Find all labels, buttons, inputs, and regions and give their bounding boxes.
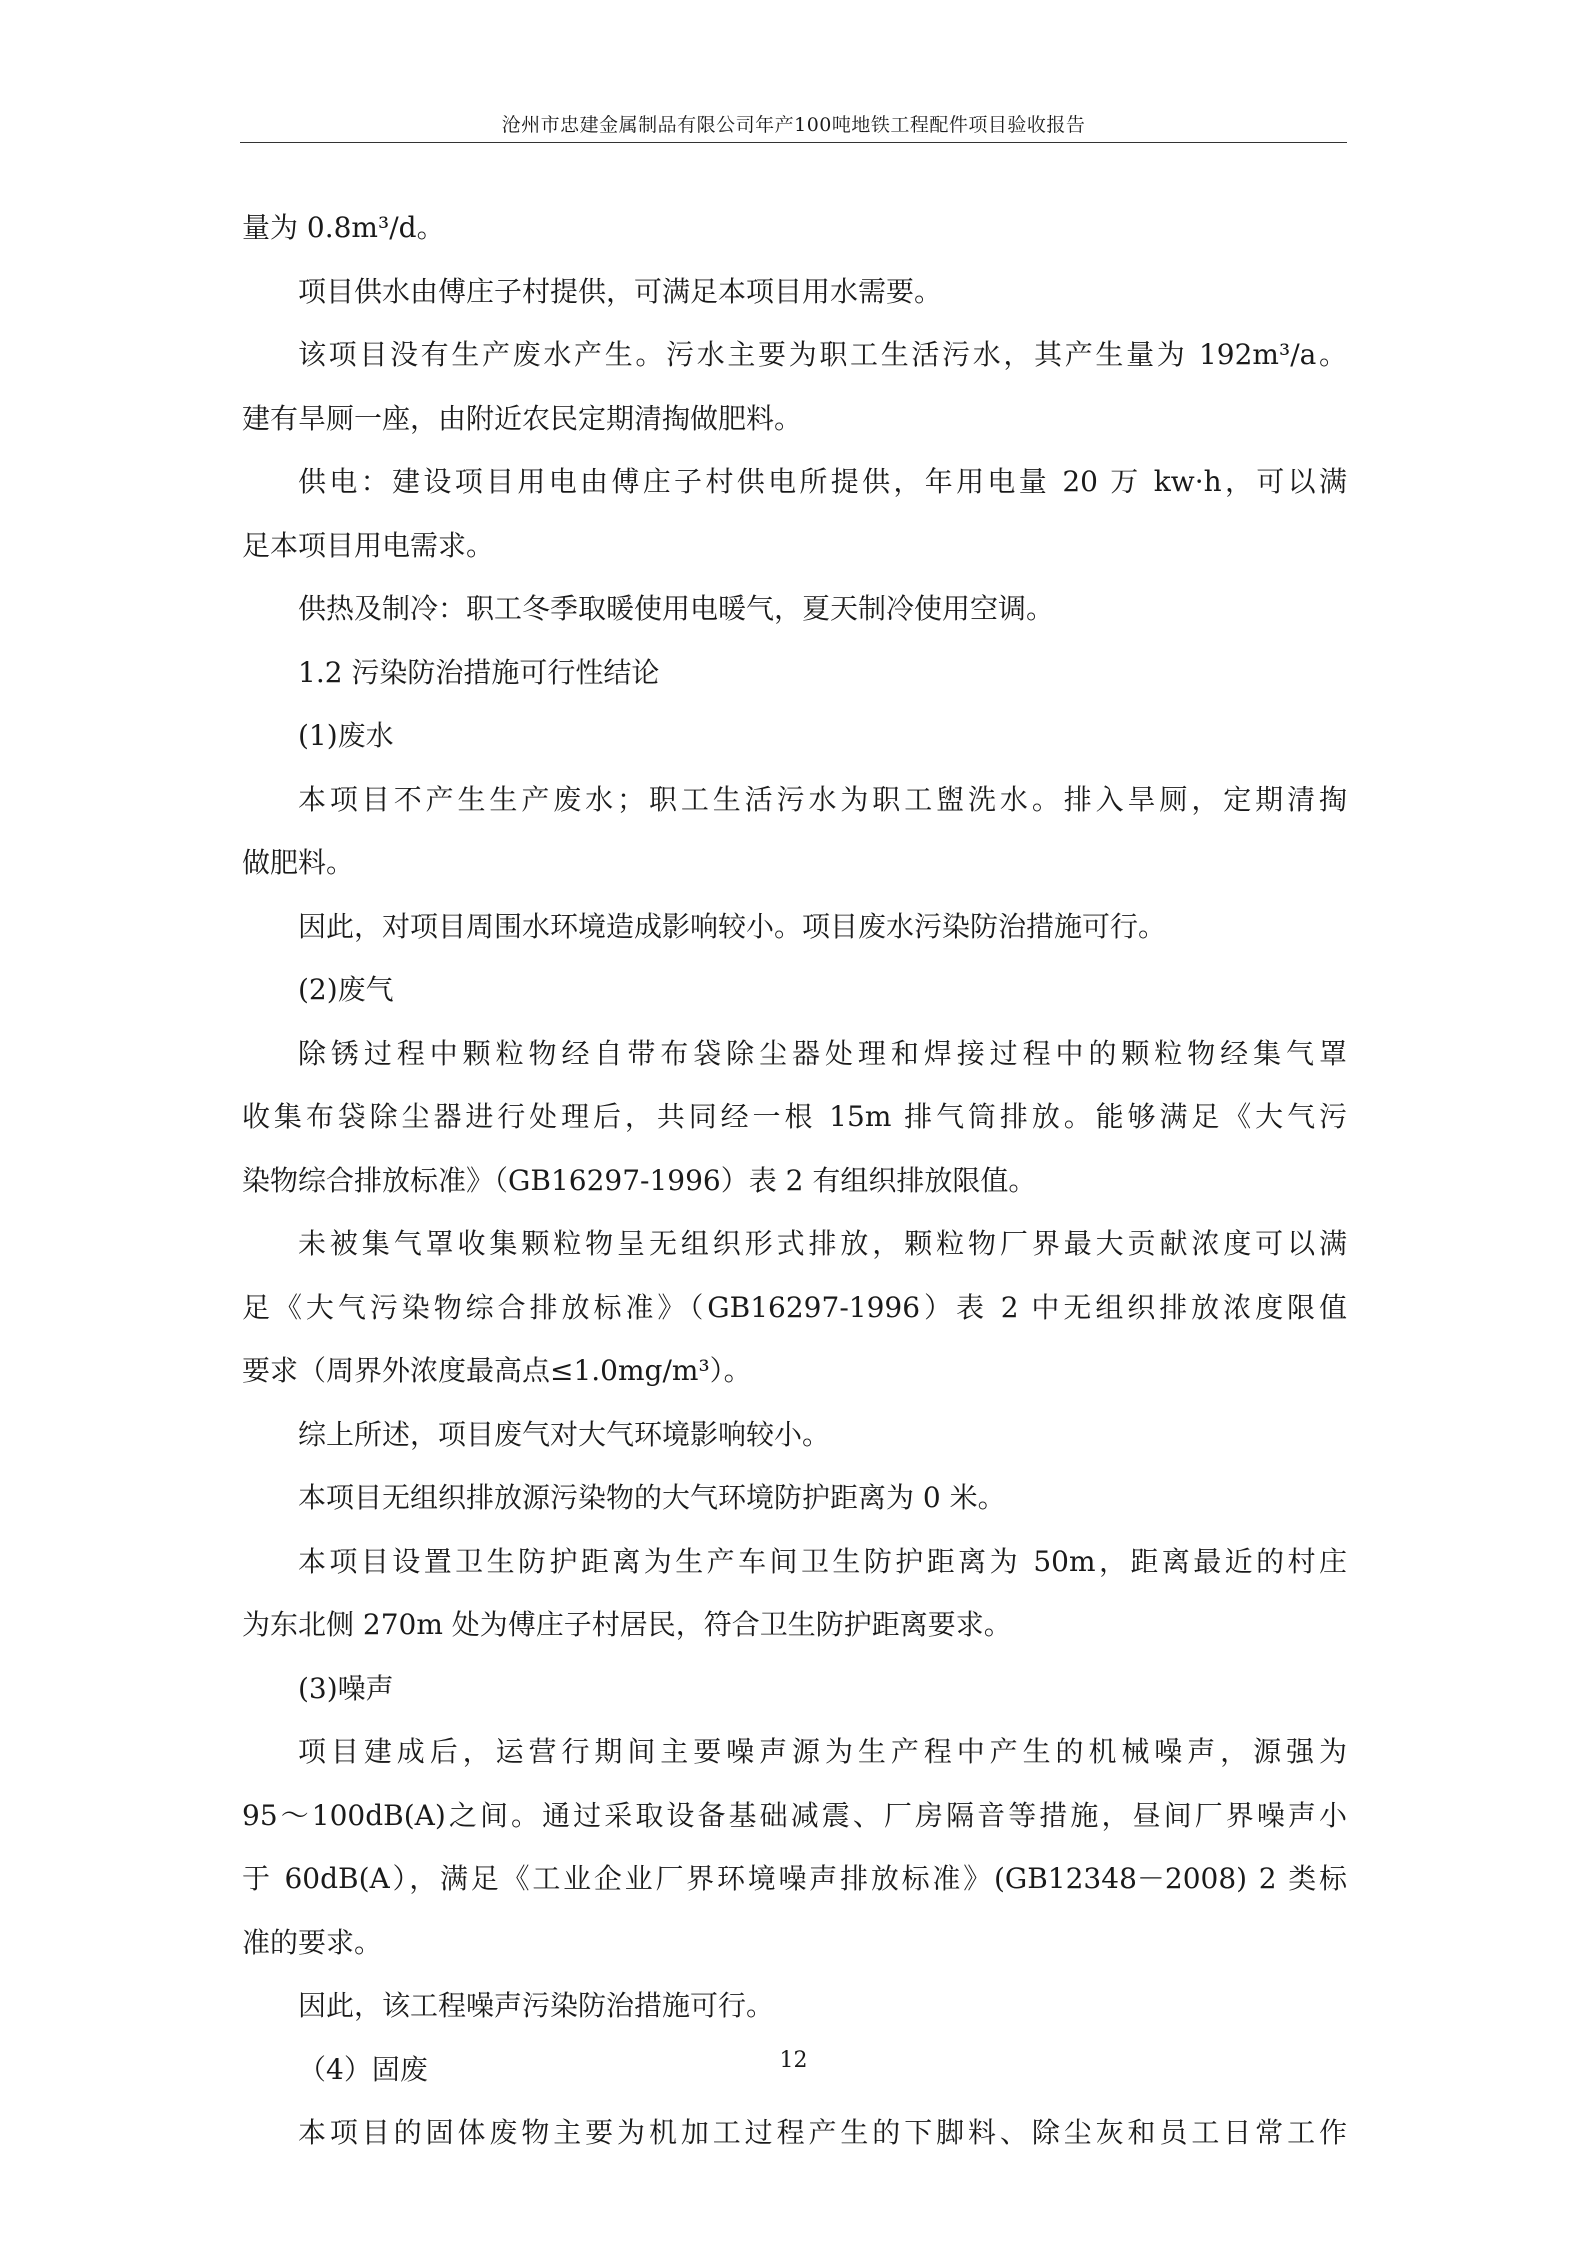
text-line: (3)噪声 xyxy=(298,1671,394,1705)
text-line: 该项目没有生产废水产生。污水主要为职工生活污水，其产生量为 192m³/a。 xyxy=(298,338,1347,371)
text-line: 要求（周界外浓度最高点≤1.0mg/m³）。 xyxy=(242,1354,752,1387)
text-line: 准的要求。 xyxy=(242,1925,383,1959)
text-line: (2)废气 xyxy=(298,973,394,1006)
text-line: 未被集气罩收集颗粒物呈无组织形式排放，颗粒物厂界最大贡献浓度可以满 xyxy=(298,1227,1347,1260)
text-line: 足本项目用电需求。 xyxy=(242,528,495,562)
text-line: (1)废水 xyxy=(298,719,394,752)
text-line: 供热及制冷：职工冬季取暖使用电暖气，夏天制冷使用空调。 xyxy=(298,592,1055,625)
text-line: 为东北侧 270m 处为傅庄子村居民，符合卫生防护距离要求。 xyxy=(242,1608,1012,1641)
text-line: 足《大气污染物综合排放标准》（GB16297-1996）表 2 中无组织排放浓度限值 xyxy=(242,1290,1347,1324)
text-line: 供电：建设项目用电由傅庄子村供电所提供，年用电量 20 万 kw·h，可以满 xyxy=(298,465,1347,498)
text-line: 染物综合排放标准》（GB16297-1996）表 2 有组织排放限值。 xyxy=(242,1163,1037,1197)
header-divider xyxy=(240,142,1347,143)
text-line: （4）固废 xyxy=(298,2052,428,2086)
text-line: 于 60dB(A），满足《工业企业厂界环境噪声排放标准》(GB12348－2008) 2 类标 xyxy=(242,1862,1347,1895)
text-line: 除锈过程中颗粒物经自带布袋除尘器处理和焊接过程中的颗粒物经集气罩 xyxy=(298,1036,1347,1070)
text-line: 1.2 污染防治措施可行性结论 xyxy=(298,655,660,689)
text-line: 综上所述，项目废气对大气环境影响较小。 xyxy=(298,1417,831,1451)
text-line: 本项目的固体废物主要为机加工过程产生的下脚料、除尘灰和员工日常工作 xyxy=(298,2116,1347,2149)
text-line: 项目建成后，运营行期间主要噪声源为生产程中产生的机械噪声，源强为 xyxy=(298,1735,1347,1768)
text-line: 量为 0.8m³/d。 xyxy=(242,211,445,244)
text-line: 本项目不产生生产废水；职工生活污水为职工盥洗水。排入旱厕，定期清掏 xyxy=(298,782,1347,816)
text-line: 因此，该工程噪声污染防治措施可行。 xyxy=(298,1989,775,2022)
text-line: 因此，对项目周围水环境造成影响较小。项目废水污染防治措施可行。 xyxy=(298,909,1167,943)
text-line: 建有旱厕一座，由附近农民定期清掏做肥料。 xyxy=(242,401,803,435)
text-line: 95～100dB(A)之间。通过采取设备基础减震、厂房隔音等措施，昼间厂界噪声小 xyxy=(242,1798,1347,1832)
page-header-title: 沧州市忠建金属制品有限公司年产100吨地铁工程配件项目验收报告 xyxy=(501,114,1086,136)
text-line: 收集布袋除尘器进行处理后，共同经一根 15m 排气筒排放。能够满足《大气污 xyxy=(242,1100,1347,1133)
text-line: 本项目设置卫生防护距离为生产车间卫生防护距离为 50m，距离最近的村庄 xyxy=(298,1544,1347,1578)
text-line: 做肥料。 xyxy=(242,846,355,879)
text-line: 项目供水由傅庄子村提供，可满足本项目用水需要。 xyxy=(298,274,943,308)
page-number: 12 xyxy=(779,2048,808,2073)
document-body xyxy=(242,196,1347,2165)
text-line: 本项目无组织排放源污染物的大气环境防护距离为 0 米。 xyxy=(298,1481,1006,1514)
